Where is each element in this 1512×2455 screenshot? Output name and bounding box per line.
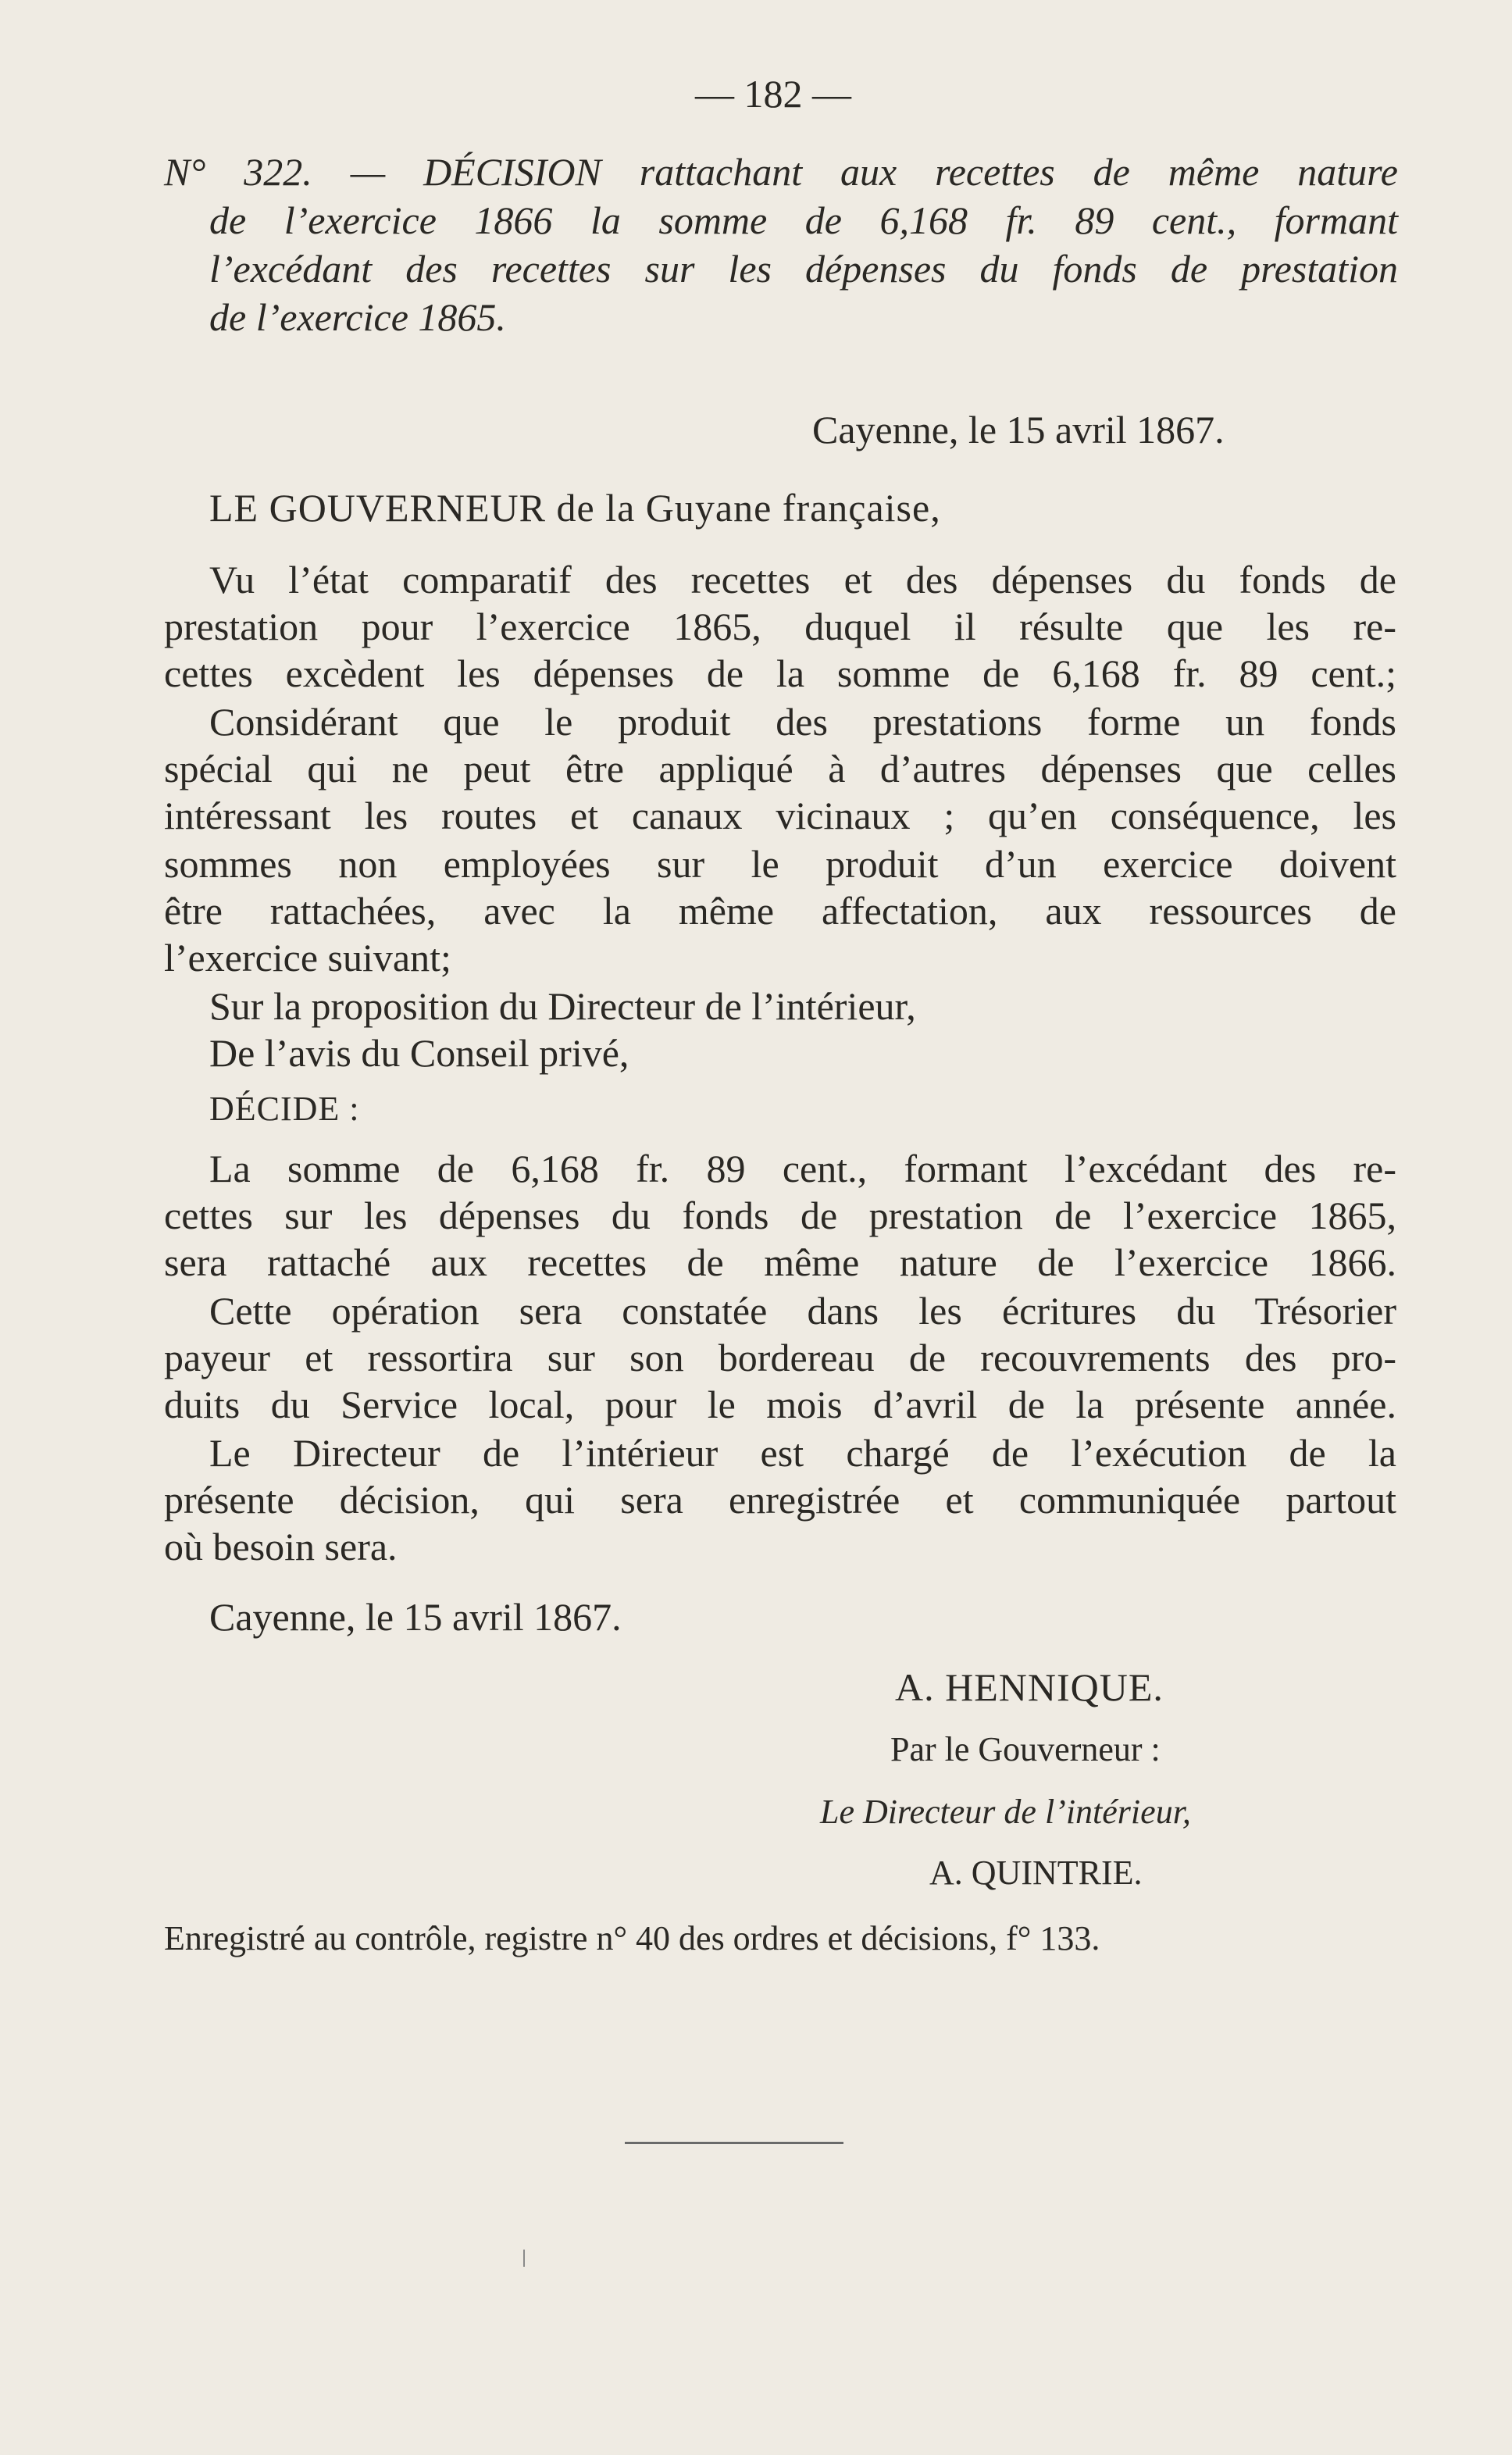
signature: A. HENNIQUE. xyxy=(895,1665,1164,1709)
footer-rule xyxy=(625,2142,843,2144)
body-line-15: sera rattaché aux recettes de même nature de l’exercice 1866. xyxy=(164,1240,1396,1284)
body-line-16: Cette opération sera constatée dans les écritures du Trésorier xyxy=(209,1289,1396,1333)
body-line-9: l’exercice suivant; xyxy=(164,936,451,980)
body-line-14: cettes sur les dépenses du fonds de prestation de l’exercice 1865, xyxy=(164,1194,1396,1237)
closing-date: Cayenne, le 15 avril 1867. xyxy=(209,1595,622,1639)
body-line-13: La somme de 6,168 fr. 89 cent., formant l’excédant des re- xyxy=(209,1147,1396,1190)
stray-mark xyxy=(523,2250,525,2267)
body-line-20: présente décision, qui sera enregistrée et communiquée partout xyxy=(164,1478,1396,1522)
decide-heading: DÉCIDE : xyxy=(209,1090,360,1128)
body-line-1: Vu l’état comparatif des recettes et des dépenses du fonds de xyxy=(209,558,1396,601)
body-line-7: sommes non employées sur le produit d’un exercice doivent xyxy=(164,842,1396,886)
registration-note: Enregistré au contrôle, registre n° 40 des ordres et décisions, f° 133. xyxy=(164,1919,1100,1957)
body-line-18: duits du Service local, pour le mois d’avril de la présente année. xyxy=(164,1383,1396,1426)
title-line-3: l’excédant des recettes sur les dépenses du fonds de prestation xyxy=(209,247,1398,291)
directeur-title: Le Directeur de l’intérieur, xyxy=(820,1793,1191,1831)
body-line-11: De l’avis du Conseil privé, xyxy=(209,1031,629,1075)
par-le-gouverneur: Par le Gouverneur : xyxy=(890,1730,1161,1768)
body-line-17: payeur et ressortira sur son bordereau de recouvrements des pro- xyxy=(164,1336,1396,1379)
body-line-2: prestation pour l’exercice 1865, duquel il résulte que les re- xyxy=(164,605,1396,648)
title-line-2: de l’exercice 1866 la somme de 6,168 fr. 89 cent., formant xyxy=(209,198,1398,242)
page-number: — 182 — xyxy=(695,72,851,116)
body-line-8: être rattachées, avec la même affectation, aux ressources de xyxy=(164,889,1396,933)
title-line-4: de l’exercice 1865. xyxy=(209,295,506,339)
body-line-5: spécial qui ne peut être appliqué à d’autres dépenses que celles xyxy=(164,747,1396,790)
body-line-4: Considérant que le produit des prestations forme un fonds xyxy=(209,700,1396,744)
directeur-name: A. QUINTRIE. xyxy=(929,1854,1143,1892)
body-line-19: Le Directeur de l’intérieur est chargé de l’exécution de la xyxy=(209,1431,1396,1475)
body-line-3: cettes excèdent les dépenses de la somme de 6,168 fr. 89 cent.; xyxy=(164,651,1396,695)
title-line-1: N° 322. — DÉCISION rattachant aux recettes de même nature xyxy=(164,150,1398,194)
body-line-10: Sur la proposition du Directeur de l’intérieur, xyxy=(209,984,916,1028)
body-line-6: intéressant les routes et canaux vicinaux ; qu’en conséquence, les xyxy=(164,794,1396,837)
governor-line: LE GOUVERNEUR de la Guyane française, xyxy=(209,486,941,530)
body-line-21: où besoin sera. xyxy=(164,1525,398,1568)
place-date: Cayenne, le 15 avril 1867. xyxy=(812,408,1225,451)
